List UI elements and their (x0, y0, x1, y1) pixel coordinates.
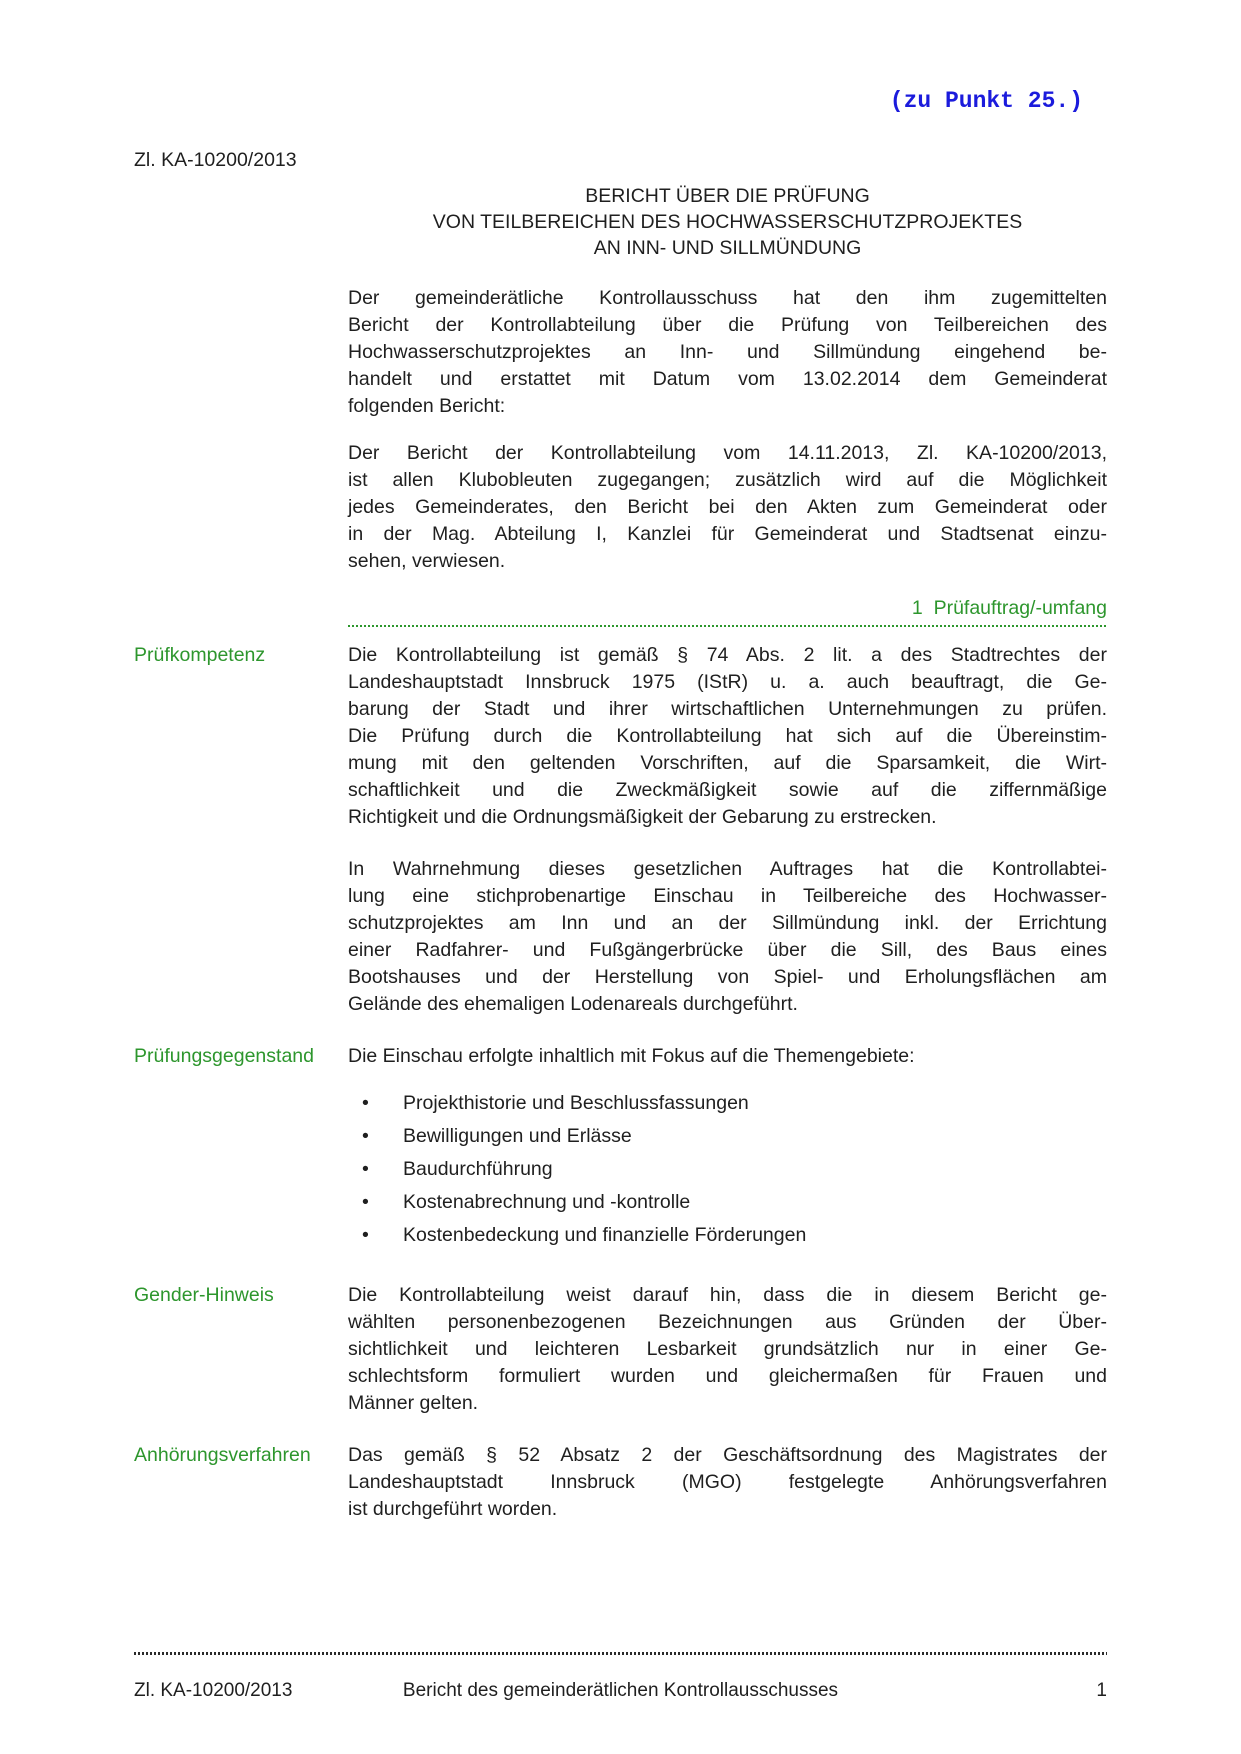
text-line: folgenden Bericht: (348, 395, 506, 417)
text-line: in der Mag. Abteilung I, Kanzlei für Gemeinderat und Stadtsenat einzu- (348, 523, 1107, 545)
paragraph (348, 642, 1107, 831)
agenda-reference: (zu Punkt 25.) (889, 88, 1083, 114)
margin-label-gender-hinweis: Gender-Hinweis (134, 1284, 274, 1306)
text-line: VON TEILBEREICHEN DES HOCHWASSERSCHUTZPROJEKTES (432, 211, 1023, 233)
bullet-icon: • (362, 1224, 369, 1246)
section-heading-text: 1 Prüfauftrag/-umfang (911, 597, 1107, 619)
text-line: Bericht der Kontrollabteilung über die Prüfung von Teilbereichen des (348, 314, 1107, 336)
text-line: schutzprojektes am Inn und an der Sillmündung inkl. der Errichtung (348, 912, 1107, 934)
text-line: In Wahrnehmung dieses gesetzlichen Auftrages hat die Kontrollabtei- (348, 858, 1107, 880)
text-line: Die Prüfung durch die Kontrollabteilung hat sich auf die Übereinstim- (348, 725, 1107, 747)
paragraph (348, 856, 1107, 1018)
text-line: handelt und erstattet mit Datum vom 13.02.2014 dem Gemeinderat (348, 368, 1107, 390)
text-line: sichtlichkeit und leichteren Lesbarkeit grundsätzlich nur in einer Ge- (348, 1338, 1107, 1360)
text-line: Der gemeinderätliche Kontrollausschuss hat den ihm zugemittelten (348, 287, 1107, 309)
text-line: Der Bericht der Kontrollabteilung vom 14.11.2013, Zl. KA-10200/2013, (348, 442, 1107, 464)
text-line: Das gemäß § 52 Absatz 2 der Geschäftsordnung des Magistrates der (348, 1444, 1107, 1466)
text-line: Hochwasserschutzprojektes an Inn- und Sillmündung eingehend be- (348, 341, 1107, 363)
bullet-text: Kostenabrechnung und -kontrolle (403, 1191, 691, 1213)
footer-page-number: 1 (1096, 1680, 1107, 1701)
paragraph (348, 440, 1107, 575)
bullet-text: Kostenbedeckung und finanzielle Förderungen (403, 1224, 807, 1246)
section-pruefkompetenz (134, 642, 1107, 831)
text-line: barung der Stadt und ihrer wirtschaftlichen Unternehmungen zu prüfen. (348, 698, 1107, 720)
footer-report-title: Bericht des gemeinderätlichen Kontrollausschusses (402, 1680, 839, 1701)
text-line: Landeshauptstadt Innsbruck 1975 (IStR) u. a. auch beauftragt, die Ge- (348, 671, 1107, 693)
bullet-icon: • (362, 1092, 369, 1114)
text-line: ist allen Klubobleuten zugegangen; zusätzlich wird auf die Möglichkeit (348, 469, 1107, 491)
list-item (348, 1222, 1107, 1249)
bullet-icon: • (362, 1125, 369, 1147)
intro-paragraph-2 (134, 440, 1107, 575)
document-title (348, 183, 1107, 261)
text-line: mung mit den geltenden Vorschriften, auf die Sparsamkeit, die Wirt- (348, 752, 1107, 774)
margin-label-pruefungsgegenstand: Prüfungsgegenstand (134, 1045, 314, 1067)
text-line: sehen, verwiesen. (348, 550, 506, 572)
paragraph (348, 1282, 1107, 1417)
footer-divider-dotted (134, 1652, 1107, 1655)
text-line: jedes Gemeinderates, den Bericht bei den Akten zum Gemeinderat oder (348, 496, 1107, 518)
text-line: lung eine stichprobenartige Einschau in Teilbereiche des Hochwasser- (348, 885, 1107, 907)
page-footer (134, 1652, 1107, 1703)
text-line: Männer gelten. (348, 1392, 479, 1414)
bullet-text: Bewilligungen und Erlässe (403, 1125, 632, 1147)
text-line: schaftlichkeit und die Zweckmäßigkeit sowie auf die ziffernmäßige (348, 779, 1107, 801)
text-line: AN INN- UND SILLMÜNDUNG (593, 237, 862, 259)
bullet-text: Projekthistorie und Beschlussfassungen (403, 1092, 749, 1114)
text-line: ist durchgeführt worden. (348, 1498, 558, 1520)
text-line: Die Kontrollabteilung weist darauf hin, dass die in diesem Bericht ge- (348, 1284, 1107, 1306)
margin-label-pruefkompetenz: Prüfkompetenz (134, 644, 266, 666)
text-line: einer Radfahrer- und Fußgängerbrücke über die Sill, des Baus eines (348, 939, 1107, 961)
topic-bullet-list (134, 1090, 1107, 1255)
file-number: Zl. KA-10200/2013 (134, 149, 297, 171)
bullet-icon: • (362, 1158, 369, 1180)
bullet-list (348, 1090, 1107, 1255)
list-item (348, 1189, 1107, 1216)
paragraph (348, 285, 1107, 420)
section-gender-hinweis (134, 1282, 1107, 1417)
text-line: Die Kontrollabteilung ist gemäß § 74 Abs. 2 lit. a des Stadtrechtes der (348, 644, 1107, 666)
intro-paragraph-1 (134, 285, 1107, 420)
text-line: BERICHT ÜBER DIE PRÜFUNG (585, 185, 870, 207)
list-item (348, 1123, 1107, 1150)
margin-label-anhoerungsverfahren: Anhörungsverfahren (134, 1444, 311, 1466)
bullet-icon: • (362, 1191, 369, 1213)
bullet-text: Baudurchführung (403, 1158, 553, 1180)
footer-row (134, 1679, 1107, 1703)
section-anhoerungsverfahren (134, 1442, 1107, 1523)
text-line: Landeshauptstadt Innsbruck (MGO) festgelegte Anhörungsverfahren (348, 1471, 1107, 1493)
section-divider-dotted (348, 625, 1107, 627)
text-line: Gelände des ehemaligen Lodenareals durchgeführt. (348, 993, 798, 1015)
paragraph (348, 1442, 1107, 1523)
section-heading-1 (134, 595, 1107, 627)
list-item (348, 1156, 1107, 1183)
section-wahrnehmung (134, 856, 1107, 1018)
text-line: Bootshauses und der Herstellung von Spiel- und Erholungsflächen am (348, 966, 1107, 988)
list-item (348, 1090, 1107, 1117)
text-line: wählten personenbezogenen Bezeichnungen aus Gründen der Über- (348, 1311, 1107, 1333)
text-line: schlechtsform formuliert wurden und gleichermaßen für Frauen und (348, 1365, 1107, 1387)
section-pruefungsgegenstand (134, 1043, 1107, 1070)
footer-file-number: Zl. KA-10200/2013 (134, 1680, 293, 1701)
paragraph: Die Einschau erfolgte inhaltlich mit Fokus auf die Themengebiete: (348, 1045, 915, 1067)
text-line: Richtigkeit und die Ordnungsmäßigkeit der Gebarung zu erstrecken. (348, 806, 937, 828)
